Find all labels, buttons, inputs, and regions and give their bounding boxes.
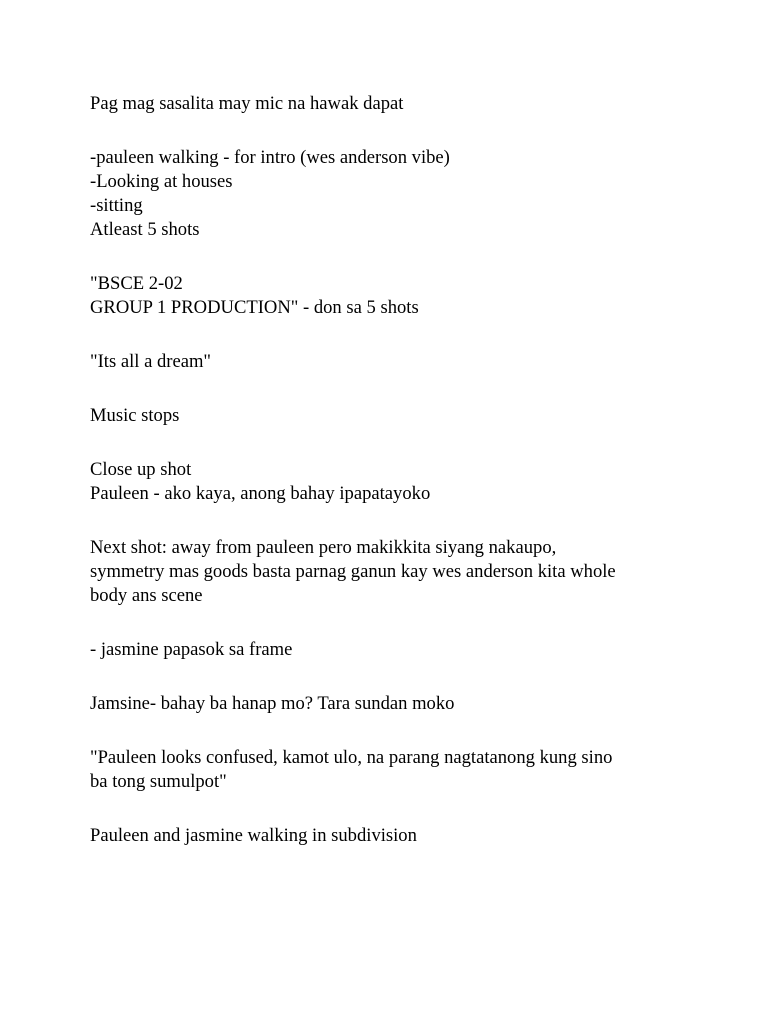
paragraph-pauleen-confused — [90, 746, 690, 794]
text-line: Close up shot — [90, 459, 192, 480]
paragraph-next-shot — [90, 536, 690, 608]
text-line: -Looking at houses — [90, 171, 233, 192]
text-line: Pauleen - ako kaya, anong bahay ipapatayoko — [90, 483, 431, 504]
text-line: "Pauleen looks confused, kamot ulo, na parang nagtatanong kung sino — [90, 747, 613, 768]
text-line: Pag mag sasalita may mic na hawak dapat — [90, 93, 404, 114]
paragraph-dream-quote — [90, 350, 690, 374]
paragraph-mic-note — [90, 92, 690, 116]
text-line: Pauleen and jasmine walking in subdivision — [90, 825, 417, 846]
text-line: symmetry mas goods basta parnag ganun kay wes anderson kita whole — [90, 561, 616, 582]
text-line: GROUP 1 PRODUCTION" - don sa 5 shots — [90, 297, 419, 318]
text-line: "BSCE 2-02 — [90, 273, 183, 294]
text-line: ba tong sumulpot" — [90, 771, 227, 792]
paragraph-walking-subdivision — [90, 824, 690, 848]
text-line: "Its all a dream" — [90, 351, 212, 372]
paragraph-production-credit — [90, 272, 690, 320]
text-line: - jasmine papasok sa frame — [90, 639, 293, 660]
text-line: body ans scene — [90, 585, 203, 606]
text-line: Atleast 5 shots — [90, 219, 200, 240]
text-line: -pauleen walking - for intro (wes anderson vibe) — [90, 147, 450, 168]
document-body — [90, 92, 690, 878]
text-line: Music stops — [90, 405, 180, 426]
text-line: -sitting — [90, 195, 143, 216]
paragraph-jasmine-line — [90, 692, 690, 716]
paragraph-jasmine-enters — [90, 638, 690, 662]
text-line: Jamsine- bahay ba hanap mo? Tara sundan moko — [90, 693, 455, 714]
text-line: Next shot: away from pauleen pero makikkita siyang nakaupo, — [90, 537, 557, 558]
paragraph-close-up — [90, 458, 690, 506]
paragraph-intro-shots — [90, 146, 690, 242]
paragraph-music-stops — [90, 404, 690, 428]
